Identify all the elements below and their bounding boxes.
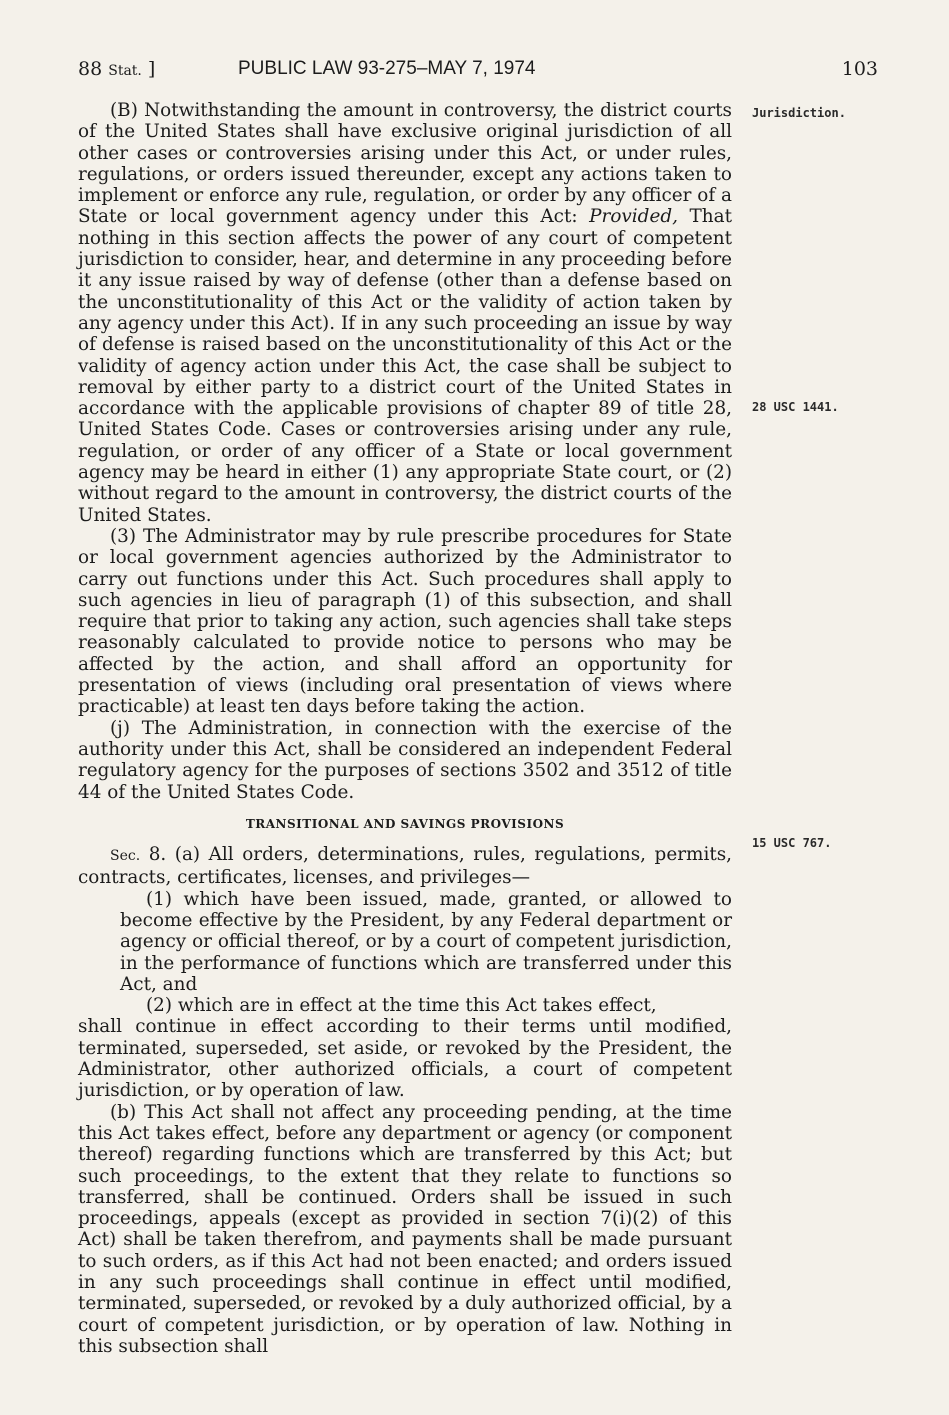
page-number: 103 bbox=[841, 58, 878, 80]
margin-note-jurisdiction: Jurisdiction. bbox=[752, 106, 846, 120]
paragraph-j-administration: (j) The Administration, in connection with the exercise of the authority under this Act, shall be considered an independent Federal regulatory agency for the purposes of sections 3502 and 3512 of title 44 of the United States Code. bbox=[78, 717, 732, 803]
paragraph-3-procedures: (3) The Administrator may by rule prescribe procedures for State or local government agencies authorized by the Administrator to carry out functions under this Act. Such procedures shall apply to such agencies in lieu of paragraph (1) of this subsection, and shall require that prior to taking any action, such agencies shall take steps reasonably calculated to provide notice to persons who may be affected by the action, and shall afford an opportunity for presentation of views (including oral presentation of views where practicable) at least ten days before taking the action. bbox=[78, 525, 732, 718]
section-8-b: (b) This Act shall not affect any proceeding pending, at the time this Act takes effect, before any department or agency (or component thereof) regarding functions which are transferred by this Act; but such proceedings, to the extent that they relate to functions so transferred, shall be continued. Orders shall be issued in such proceedings, appeals (except as provided in section 7(i)(2) of this Act) shall be taken therefrom, and payments shall be made pursuant to such orders, as if this Act had not been enacted; and orders issued in any such proceedings shall continue in effect until modified, terminated, superseded, or revoked by a duly authorized official, by a court of competent jurisdiction, or by operation of law. Nothing in this subsection shall bbox=[78, 1101, 732, 1357]
section-8-a: Sec. 8. (a) All orders, determinations, rules, regulations, permits, contracts, certificates, licenses, and privileges— bbox=[78, 844, 732, 889]
margin-note-15-usc-767: 15 USC 767. bbox=[752, 836, 832, 850]
page-header bbox=[78, 58, 878, 84]
margin-note-28-usc-1441: 28 USC 1441. bbox=[752, 400, 839, 414]
section-8-a-item-2: (2) which are in effect at the time this Act takes effect, bbox=[146, 995, 657, 1017]
statute-reference: 88 Stat. ] bbox=[78, 58, 156, 80]
section-8-a-continuation: shall continue in effect according to their terms until modified, terminated, superseded, set aside, or revoked by the President, the Administrator, other authorized officials, a court of competent jurisdiction, or by operation of law. bbox=[78, 1016, 732, 1102]
document-body bbox=[78, 100, 732, 1357]
section-8-a-item-1: (1) which have been issued, made, granted, or allowed to become effective by the President, by any Federal department or agency or official thereof, or by a court of competent jurisdiction, in the performance of functions which are transferred under this Act, and bbox=[120, 888, 732, 995]
section-caption: TRANSITIONAL AND SAVINGS PROVISIONS bbox=[245, 816, 565, 831]
page-title: PUBLIC LAW 93-275–MAY 7, 1974 bbox=[238, 58, 536, 79]
paragraph-b-jurisdiction: (B) Notwithstanding the amount in controversy, the district courts of the United States shall have exclusive original jurisdiction of all other cases or controversies arising under this Act, or under rules, regulations, or orders issued thereunder, except any actions taken to implement or enforce any rule, regulation, or order by any officer of a State or local government agency under this Act: Provided, That nothing in this section affects the power of any court of competent jurisdiction to consider, hear, and determine in any proceeding before it any issue raised by way of defense (other than a defense based on the unconstitutionality of this Act or the validity of action taken by any agency under this Act). If in any such proceeding an issue by way of defense is raised based on the unconstitutionality of this Act or the validity of agency action under this Act, the case shall be subject to removal by either party to a district court of the United States in accordance with the applicable provisions of chapter 89 of title 28, United States Code. Cases or controversies arising under any rule, regulation, or order of any officer of a State or local government agency may be heard in either (1) any appropriate State court, or (2) without regard to the amount in controversy, the district courts of the United States. bbox=[78, 100, 732, 526]
